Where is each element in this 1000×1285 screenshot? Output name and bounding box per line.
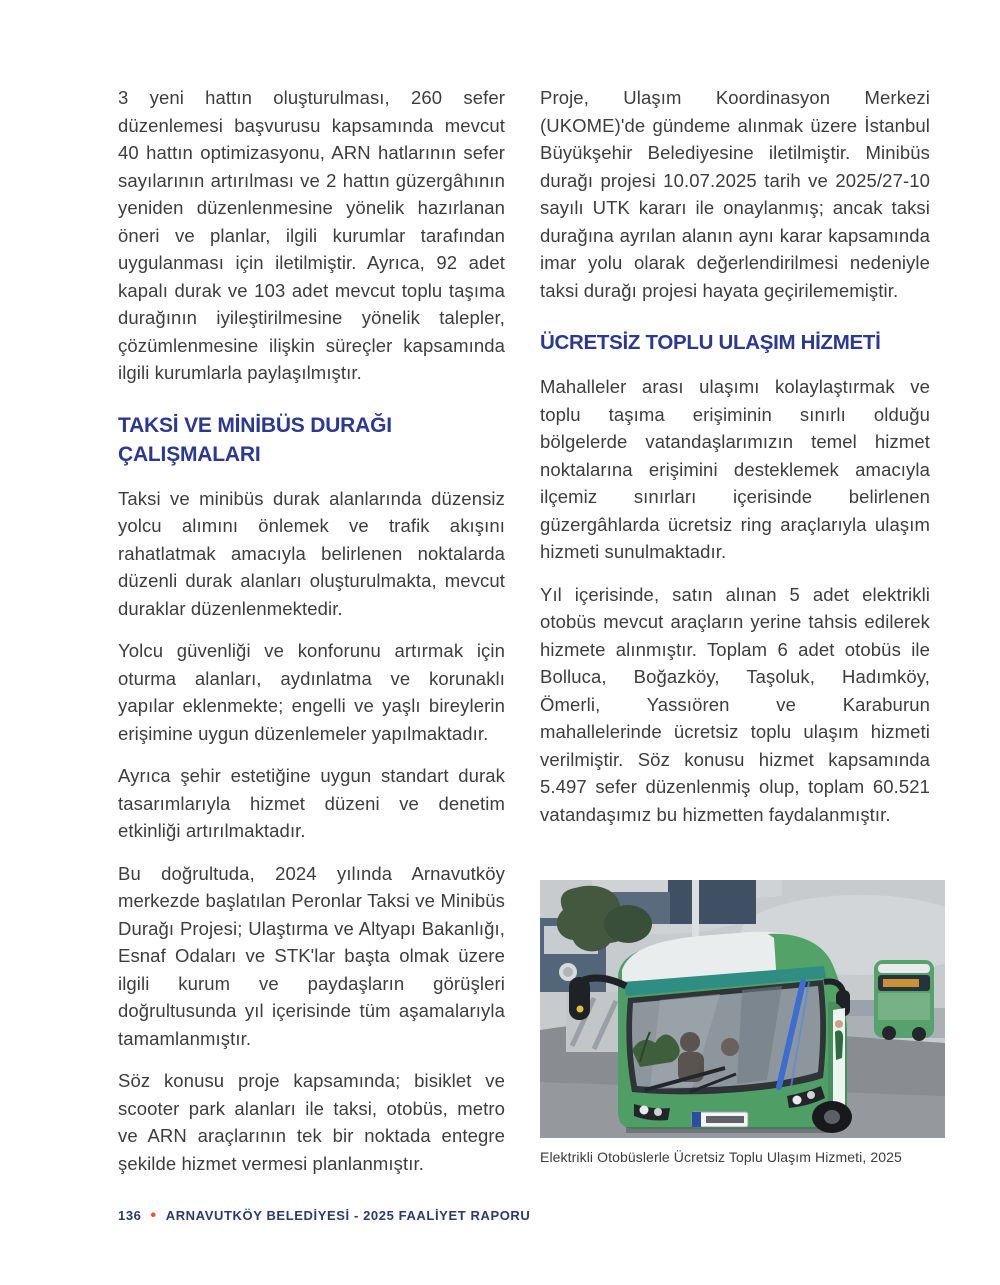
paragraph-ukome-proje: Proje, Ulaşım Koordinasyon Merkezi (UKOME)'de gündeme alınmak üzere İstanbul Büyükşehir Belediyesine iletilmiştir. Minibüs durağı projesi 10.07.2025 tarih ve 2025/27-10 sayılı UTK kararı ile onaylanmış; ancak taksi durağına ayrılan alanın aynı karar kapsamında imar yolu olarak değerlendirilmesi nedeniyle taksi durağı projesi hayata geçirilememiştir. [540, 87, 930, 301]
page-number: 136 [118, 1207, 142, 1223]
left-column [118, 84, 505, 1192]
section-heading-taksi-minibus: TAKSİ VE MİNİBÜS DURAĞI ÇALIŞMALARI [118, 413, 392, 466]
paragraph-yolcu-guvenligi: Yolcu güvenliği ve konforunu artırmak için oturma alanları, aydınlatma ve korunaklı yapılar eklenmekte; engelli ve yaşlı bireylerin erişimine uygun düzenlemeler yapılmaktadır. [118, 640, 505, 744]
right-column [540, 84, 930, 843]
photo-caption: Elektrikli Otobüslerle Ücretsiz Toplu Ulaşım Hizmeti, 2025 [540, 1149, 902, 1165]
paragraph-hat-duzenlemeleri: 3 yeni hattın oluşturulması, 260 sefer düzenlemesi başvurusu kapsamında mevcut 40 hattın optimizasyonu, ARN hatlarının sefer sayılarının artırılması ve 2 hattın güzergâhının yeniden düzenlenmesine yönelik hazırlanan öneri ve planlar, ilgili kurumlar tarafından uygulanması için iletilmiştir. Ayrıca, 92 adet kapalı durak ve 103 adet mevcut toplu taşıma durağının iyileştirilmesine yönelik talepler, çözümlenmesine ilişkin süreçler kapsamında ilgili kurumlarla paylaşılmıştır. [118, 87, 505, 383]
electric-bus-figure [540, 880, 945, 1166]
paragraph-mahalleler-arasi: Mahalleler arası ulaşımı kolaylaştırmak ve toplu taşıma erişiminin sınırlı olduğu bölgelerde vatandaşlarımızın temel hizmet noktalarına erişimini desteklemek amacıyla ilçemiz sınırları içerisinde belirlenen güzergâhlarda ücretsiz ring araçlarıyla ulaşım hizmeti sunulmaktadır. [540, 376, 930, 562]
electric-bus-photo [540, 880, 945, 1138]
paragraph-elektrikli-otobus: Yıl içerisinde, satın alınan 5 adet elektrikli otobüs mevcut araçların yerine tahsis edilerek hizmete alınmıştır. Toplam 6 adet otobüs ile Bolluca, Boğazköy, Taşoluk, Hadımköy, Ömerli, Yassıören ve Karaburun mahallelerinde ücretsiz toplu ulaşım hizmeti verilmiştir. Söz konusu hizmet kapsamında 5.497 sefer düzenlenmiş olup, toplam 60.521 vatandaşımız bu hizmetten faydalanmıştır. [540, 583, 930, 825]
footer-report-title: ARNAVUTKÖY BELEDİYESİ - 2025 FAALİYET RAPORU [165, 1207, 531, 1223]
page-footer [118, 1206, 530, 1224]
paragraph-peronlar-projesi: Bu doğrultuda, 2024 yılında Arnavutköy merkezde başlatılan Peronlar Taksi ve Minibüs Durağı Projesi; Ulaştırma ve Altyapı Bakanlığı, Esnaf Odaları ve STK'lar başta olmak üzere ilgili kurum ve paydaşların görüşleri doğrultusunda yıl içerisinde tüm aşamalarıyla tamamlanmıştır. [118, 862, 505, 1049]
background-bus [874, 960, 934, 1041]
paragraph-sehir-estetigi: Ayrıca şehir estetiğine uygun standart durak tasarımlarıyla hizmet düzeni ve denetim etkinliği artırılmaktadır. [118, 765, 505, 841]
footer-bullet-icon: • [150, 1206, 157, 1224]
section-heading-ucretsiz-ulasim: ÜCRETSİZ TOPLU ULAŞIM HİZMETİ [540, 331, 881, 354]
paragraph-entegre-hizmet: Söz konusu proje kapsamında; bisiklet ve scooter park alanları ile taksi, otobüs, metro ve ARN araçlarının tek bir noktada entegre şekilde hizmet vermesi planlanmıştır. [118, 1070, 505, 1174]
bus-scene-illustration [540, 880, 945, 1138]
paragraph-durak-alanlari: Taksi ve minibüs durak alanlarında düzensiz yolcu alımını önlemek ve trafik akışını rahatlatmak amacıyla belirlenen noktalarda düzenli durak alanları oluşturulmakta, mevcut duraklar düzenlenmektedir. [118, 487, 505, 619]
